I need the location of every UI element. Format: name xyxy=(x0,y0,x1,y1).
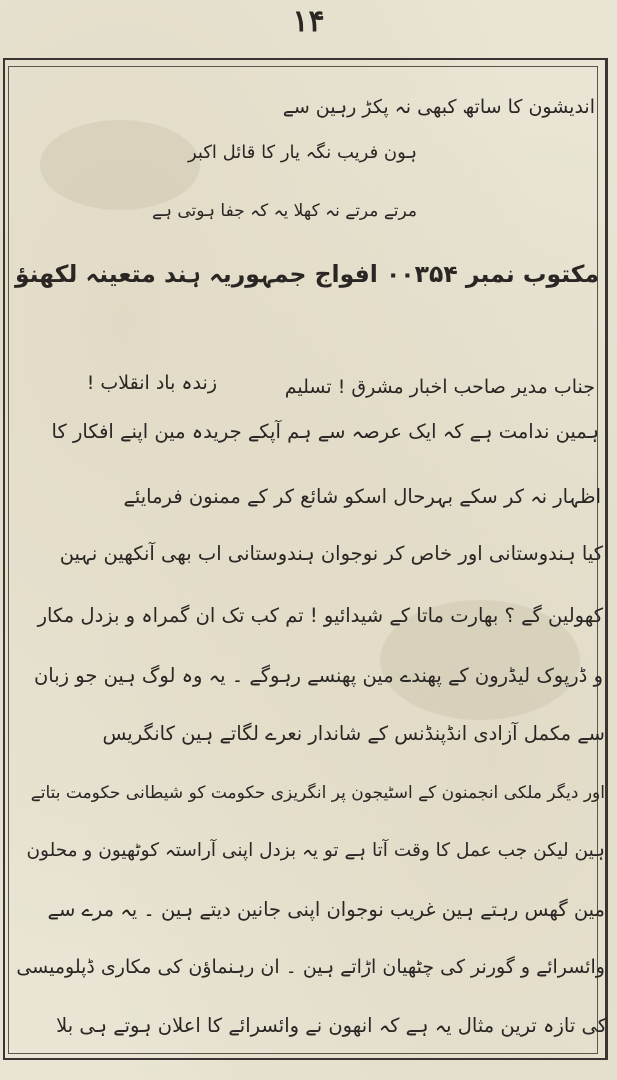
body-line: کھولین گے ؟ بھارت ماتا کے شیدائیو ! تم کب تک ان گمراہ و بزدل مکار xyxy=(37,604,603,627)
body-line: سے مکمل آزادی انڈپنڈنس کے شاندار نعرے لگاتے ہین کانگریس xyxy=(102,722,605,745)
body-line: مین گھس رہتے ہین غریب نوجوان اپنی جانین دیتے ہین ۔ یہ مرے سے xyxy=(47,898,605,921)
body-line: اظہار نہ کر سکے بہرحال اسکو شائع کر کے ممنون فرمایئے xyxy=(123,485,601,508)
body-line: ہین لیکن جب عمل کا وقت آتا ہے تو یہ بزدل اپنی آراستہ کوٹھیون و محلون xyxy=(26,840,605,861)
poem-line-3: مرتے مرتے نہ کھلا یہ کہ جفا ہوتی ہے xyxy=(152,201,417,221)
body-line: ہمین ندامت ہے کہ ایک عرصہ سے ہم آپکے جریدہ مین اپنے افکار کا xyxy=(51,420,599,443)
poem-line-2: ہون فریب نگہ یار کا قائل اکبر xyxy=(187,142,417,163)
body-line: وائسرائے و گورنر کی چٹھیان اڑاتے ہین ۔ ان رہنماؤن کی مکاری ڈپلومیسی xyxy=(16,956,605,978)
poem-line-1: اندیشون کا ساتھ کبھی نہ پکڑ رہین سے xyxy=(282,96,595,118)
body-line: کیا ہندوستانی اور خاص کر نوجوان ہندوستانی اب بھی آنکھین نہین xyxy=(59,542,603,565)
body-line: اور دیگر ملکی انجمنون کے اسٹیجون پر انگریزی حکومت کو شیطانی حکومت بتاتے xyxy=(30,783,605,803)
body-line: کی تازہ ترین مثال یہ ہے کہ انھون نے وائسرائے کا اعلان ہوتے ہی بلا xyxy=(56,1014,607,1037)
slogan: زندہ باد انقلاب ! xyxy=(86,372,217,394)
letter-heading: مکتوب نمبر ۰۰۳۵۴ افواج جمہوریہ ہند متعینہ لکھنؤ xyxy=(14,260,599,288)
greeting: جناب مدیر صاحب اخبار مشرق ! تسلیم xyxy=(284,376,595,398)
body-line: و ڈرپوک لیڈرون کے پھندے مین پھنسے رہوگے ۔ یہ وہ لوگ ہین جو زبان xyxy=(33,664,603,687)
page-number: ۱۴ xyxy=(292,4,325,39)
